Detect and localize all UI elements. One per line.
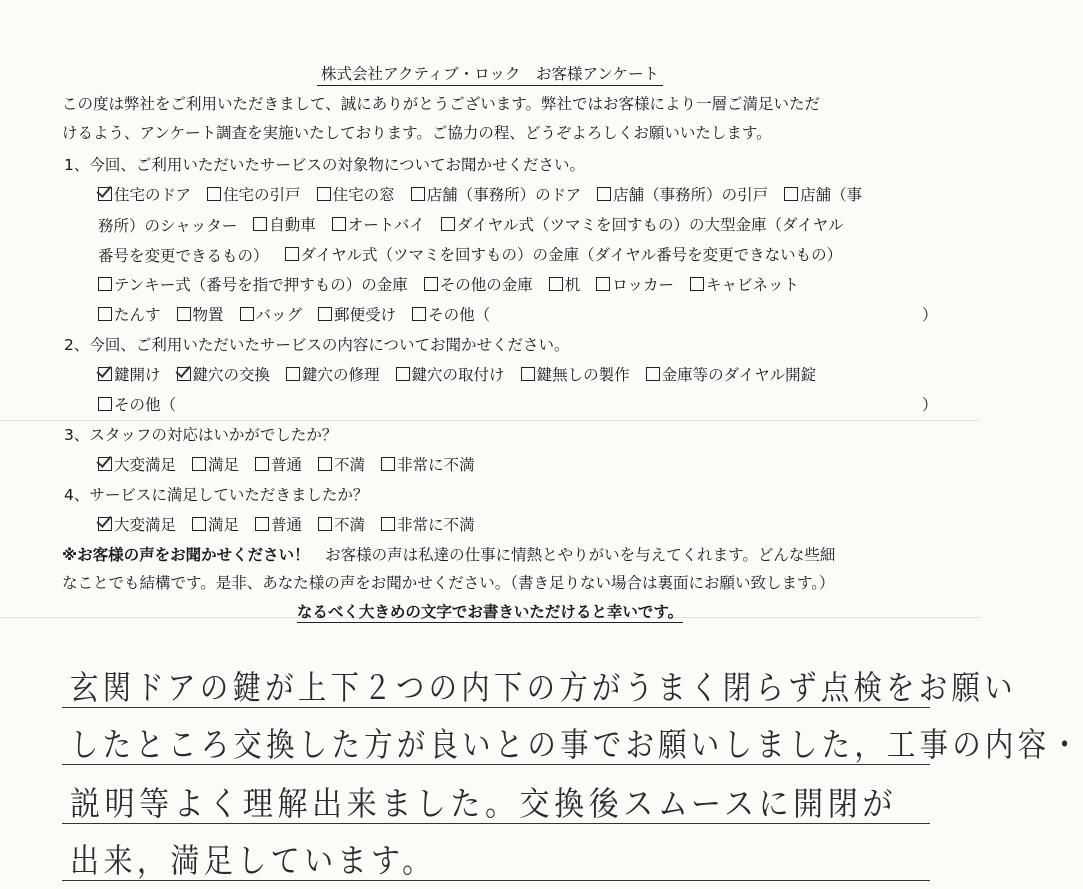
checkbox[interactable] — [596, 277, 610, 291]
q2-option[interactable] — [98, 363, 161, 385]
option-label: 大変満足 — [114, 516, 177, 534]
option-label: 鍵穴の修理 — [302, 366, 380, 384]
checked-checkbox[interactable] — [177, 367, 191, 381]
option-label: 番号を変更できるもの） — [98, 247, 269, 265]
question-1: 1、今回、ご利用いただいたサービスの対象物についてお聞かせください。 — [64, 156, 586, 174]
checkbox[interactable] — [255, 517, 269, 531]
checkbox[interactable] — [381, 517, 395, 531]
checkbox[interactable] — [240, 307, 254, 321]
q1-option[interactable] — [317, 183, 395, 205]
option-label: 住宅の引戸 — [223, 186, 301, 204]
q1-option[interactable] — [318, 303, 396, 325]
option-label: その他の金庫 — [439, 276, 533, 294]
checkbox[interactable] — [207, 187, 221, 201]
q2-option[interactable] — [98, 393, 176, 415]
q1-options-row — [98, 213, 860, 236]
q1-option[interactable] — [596, 273, 674, 295]
checkbox[interactable] — [192, 517, 206, 531]
q2-options-row — [98, 363, 832, 385]
checkbox[interactable] — [255, 457, 269, 471]
option-label: 物置 — [192, 306, 224, 324]
option-label: 鍵無しの製作 — [536, 366, 630, 384]
q1-other-close: ） — [922, 306, 938, 324]
q2-option[interactable] — [286, 363, 380, 385]
q1-option[interactable] — [207, 183, 301, 205]
checked-checkbox[interactable] — [98, 457, 112, 471]
checkbox[interactable] — [784, 187, 798, 201]
checkbox[interactable] — [192, 457, 206, 471]
checkbox[interactable] — [396, 367, 410, 381]
checkbox[interactable] — [318, 457, 332, 471]
option-label: 大変満足 — [114, 456, 177, 474]
handwritten-comment-line: したところ交換した方が良いとの事でお願いしました，工事の内容・ — [70, 725, 1083, 764]
q1-option[interactable] — [424, 273, 533, 295]
q3-option[interactable] — [192, 453, 239, 475]
checkbox[interactable] — [98, 277, 112, 291]
option-label: 机 — [564, 276, 581, 294]
survey-title: 株式会社アクティブ・ロック お客様アンケート — [0, 62, 980, 86]
q1-options-row — [98, 243, 858, 266]
checkbox[interactable] — [332, 217, 346, 231]
option-label: 店舗（事 — [800, 186, 863, 204]
option-label: バッグ — [255, 306, 303, 324]
checkbox[interactable] — [549, 277, 563, 291]
option-label: その他（ — [428, 306, 491, 324]
q1-option[interactable] — [177, 303, 224, 325]
checkbox[interactable] — [411, 187, 425, 201]
q3-options-row — [98, 453, 491, 475]
q4-options-row — [98, 513, 491, 535]
q1-option[interactable] — [597, 183, 768, 205]
q1-option[interactable] — [784, 183, 862, 205]
q3-option[interactable] — [318, 453, 365, 475]
q1-option[interactable] — [98, 244, 269, 266]
q3-option[interactable] — [381, 453, 475, 475]
q2-options-row — [98, 393, 192, 415]
checkbox[interactable] — [381, 457, 395, 471]
checkbox[interactable] — [286, 367, 300, 381]
option-label: 非常に不満 — [397, 516, 475, 534]
option-label: 金庫等のダイヤル開錠 — [661, 366, 817, 384]
voice-request — [62, 543, 835, 565]
q3-option[interactable] — [98, 453, 176, 475]
checkbox[interactable] — [690, 277, 704, 291]
option-label: 務所）のシャッター — [98, 217, 238, 235]
q3-option[interactable] — [255, 453, 302, 475]
checkbox[interactable] — [424, 277, 438, 291]
option-label: ロッカー — [612, 276, 674, 294]
option-label: テンキー式（番号を指で押すもの）の金庫 — [114, 276, 408, 294]
q1-option[interactable] — [549, 273, 581, 295]
option-label: 不満 — [334, 516, 366, 534]
option-label: 鍵穴の取付け — [411, 366, 505, 384]
checkbox[interactable] — [441, 217, 455, 231]
checked-checkbox[interactable] — [98, 517, 112, 531]
q1-option[interactable] — [285, 243, 843, 265]
q1-option[interactable] — [98, 183, 191, 205]
option-label: ダイヤル式（ツマミを回すもの）の金庫（ダイヤル番号を変更できないもの） — [300, 246, 843, 264]
question-4: 4、サービスに満足していただきましたか？ — [64, 486, 369, 504]
voice-emphasis: なるべく大きめの文字でお書きいただけると幸いです。 — [0, 600, 980, 623]
q4-option[interactable] — [192, 513, 239, 535]
checkbox[interactable] — [98, 397, 112, 411]
checkbox[interactable] — [285, 247, 299, 261]
voice-text-1: お客様の声は私達の仕事に情熱とやりがいを与えてくれます。どんな些細 — [309, 546, 836, 564]
option-label: 満足 — [208, 456, 240, 474]
checkbox[interactable] — [521, 367, 535, 381]
handwritten-comment-line: 玄関ドアの鍵が上下２つの内下の方がうまく閉らず点検をお願い — [70, 668, 1017, 707]
option-label: 満足 — [208, 516, 240, 534]
paper-fold — [0, 420, 980, 421]
option-label: 非常に不満 — [397, 456, 475, 474]
question-3: 3、スタッフの対応はいかがでしたか？ — [64, 426, 338, 444]
q1-options-row — [98, 303, 506, 325]
q4-option[interactable] — [98, 513, 176, 535]
q1-option[interactable] — [690, 273, 799, 295]
checked-checkbox[interactable] — [98, 367, 112, 381]
handwritten-comment-line: 出来，満足しています。 — [70, 841, 436, 880]
intro-line: この度は弊社をご利用いただきまして、誠にありがとうございます。弊社ではお客様により一層ご満足いただ — [62, 95, 820, 113]
option-label: たんす — [114, 306, 161, 324]
checkbox[interactable] — [177, 307, 191, 321]
checked-checkbox[interactable] — [98, 187, 112, 201]
q1-option[interactable] — [98, 273, 408, 295]
checkbox[interactable] — [597, 187, 611, 201]
voice-text-2: なことでも結構です。是非、あなた様の声をお聞かせください。（書き足りない場合は裏面にお願い致します。） — [62, 574, 835, 592]
q2-option[interactable] — [521, 363, 630, 385]
question-2: 2、今回、ご利用いただいたサービスの内容についてお聞かせください。 — [64, 336, 570, 354]
option-label: 店舗（事務所）の引戸 — [613, 186, 769, 204]
option-label: ダイヤル式（ツマミを回すもの）の大型金庫（ダイヤル — [456, 216, 844, 234]
option-label: 自動車 — [269, 216, 316, 234]
handwritten-comment-line: 説明等よく理解出来ました。交換後スムースに開閉が — [70, 784, 897, 823]
q1-options-row — [98, 183, 878, 205]
q1-option[interactable] — [332, 213, 425, 235]
option-label: 不満 — [334, 456, 366, 474]
option-label: 店舗（事務所）のドア — [426, 186, 582, 204]
option-label: キャビネット — [705, 276, 799, 294]
q1-option[interactable] — [411, 183, 582, 205]
option-label: 鍵穴の交換 — [192, 366, 271, 384]
q4-option[interactable] — [255, 513, 302, 535]
q1-option[interactable] — [98, 214, 237, 236]
q1-options-row — [98, 273, 815, 295]
option-label: 住宅のドア — [114, 186, 192, 204]
q4-option[interactable] — [318, 513, 365, 535]
option-label: 住宅の窓 — [332, 186, 395, 204]
checkbox[interactable] — [253, 217, 267, 231]
q2-option[interactable] — [177, 363, 271, 385]
q1-option[interactable] — [441, 213, 844, 235]
q1-option[interactable] — [98, 303, 161, 325]
q1-option[interactable] — [412, 303, 490, 325]
q1-option[interactable] — [253, 213, 316, 235]
voice-lead: ※お客様の声をお聞かせください！ — [62, 546, 310, 564]
option-label: 普通 — [271, 456, 303, 474]
option-label: オートバイ — [347, 216, 425, 234]
intro-line: けるよう、アンケート調査を実施いたしております。ご協力の程、どうぞよろしくお願いいたします。 — [62, 124, 772, 142]
checkbox[interactable] — [412, 307, 426, 321]
q2-option[interactable] — [646, 363, 817, 385]
option-label: 普通 — [271, 516, 303, 534]
option-label: その他（ — [114, 396, 177, 414]
q2-option[interactable] — [396, 363, 505, 385]
option-label: 郵便受け — [334, 306, 397, 324]
q4-option[interactable] — [381, 513, 475, 535]
checkbox[interactable] — [646, 367, 660, 381]
checkbox[interactable] — [98, 307, 112, 321]
q2-other-close: ） — [922, 396, 938, 414]
q1-option[interactable] — [240, 303, 303, 325]
option-label: 鍵開け — [114, 366, 161, 384]
checkbox[interactable] — [317, 187, 331, 201]
checkbox[interactable] — [318, 517, 332, 531]
checkbox[interactable] — [318, 307, 332, 321]
